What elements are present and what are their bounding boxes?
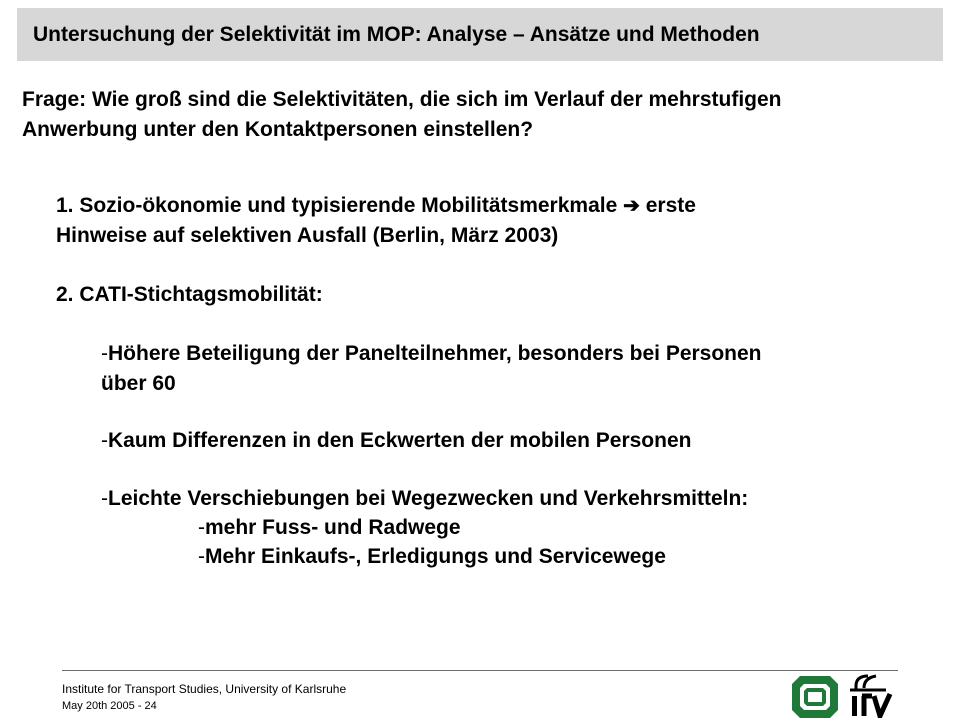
point-2-heading: 2. CATI-Stichtagsmobilität:	[56, 283, 323, 306]
bullet-3-text: Leichte Verschiebungen bei Wegezwecken und Verkehrsmitteln:	[108, 487, 749, 510]
university-karlsruhe-logo	[792, 676, 838, 718]
point-1-line-2: Hinweise auf selektiven Ausfall (Berlin, März 2003)	[56, 224, 559, 247]
bullet-1-line-2: über 60	[101, 372, 176, 395]
footer-institute: Institute for Transport Studies, University of Karlsruhe	[62, 682, 347, 696]
bullet-dash: -	[198, 516, 205, 539]
sub-bullet-2	[198, 542, 666, 572]
footer-divider	[62, 670, 898, 671]
footer-date-page: May 20th 2005 - 24	[62, 700, 157, 712]
title-bar	[17, 8, 943, 61]
bullet-3	[101, 484, 748, 514]
point-1-line-1	[56, 191, 696, 221]
question-line-2: Anwerbung unter den Kontaktpersonen einstellen?	[22, 118, 534, 141]
sub-bullet-1-text: mehr Fuss- und Radwege	[205, 516, 461, 539]
bullet-dash: -	[101, 429, 108, 452]
point-1-text-end: erste	[639, 194, 696, 217]
question-text	[22, 85, 922, 145]
arrow-right-icon: ➔	[623, 195, 640, 217]
sub-bullet-1	[198, 513, 461, 543]
bullet-1-text: Höhere Beteiligung der Panelteilnehmer, besonders bei Personen	[108, 342, 762, 365]
bullet-1-line-1	[101, 339, 762, 369]
bullet-2-text: Kaum Differenzen in den Eckwerten der mobilen Personen	[108, 429, 692, 452]
bullet-2	[101, 426, 691, 456]
question-line-1: Frage: Wie groß sind die Selektivitäten, die sich im Verlauf der mehrstufigen	[22, 88, 782, 111]
bullet-dash: -	[198, 545, 205, 568]
ifv-logo	[846, 672, 894, 718]
slide-title: Untersuchung der Selektivität im MOP: Analyse – Ansätze und Methoden	[33, 23, 760, 46]
bullet-dash: -	[101, 342, 108, 365]
bullet-dash: -	[101, 487, 108, 510]
sub-bullet-2-text: Mehr Einkaufs-, Erledigungs und Servicewege	[205, 545, 666, 568]
point-1-text: 1. Sozio-ökonomie und typisierende Mobilitätsmerkmale	[56, 194, 624, 217]
